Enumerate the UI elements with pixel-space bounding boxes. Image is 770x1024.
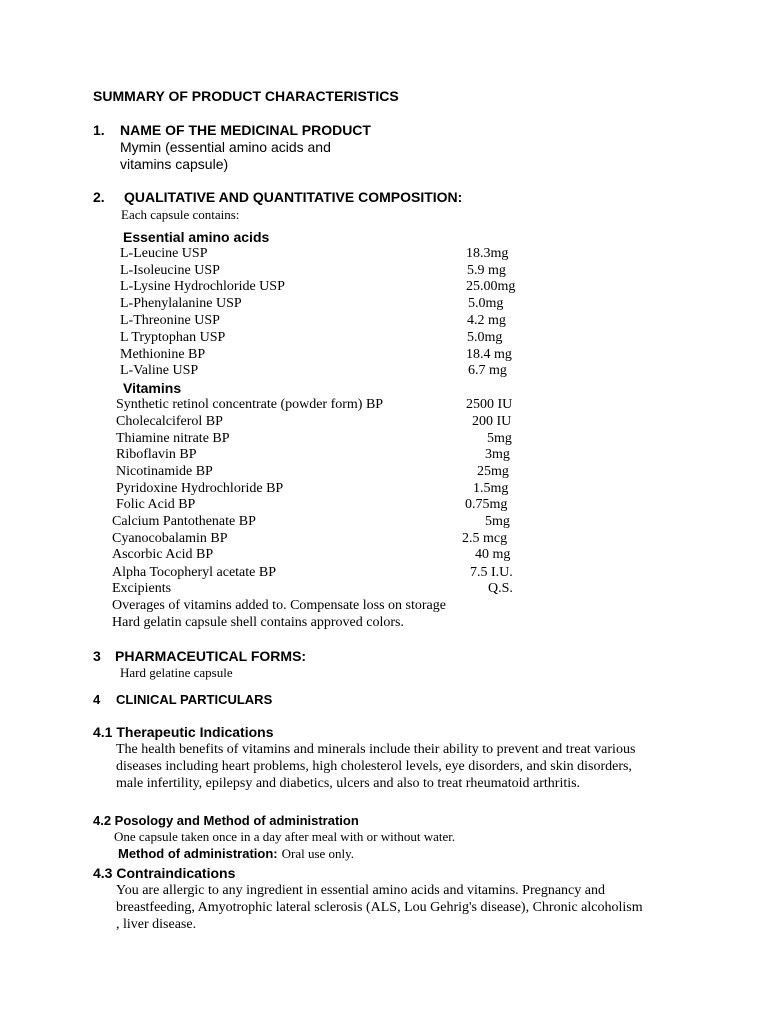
method-value: Oral use only.	[281, 846, 355, 861]
ingredient-name: L-Leucine USP	[120, 246, 208, 261]
page-title: SUMMARY OF PRODUCT CHARACTERISTICS	[93, 88, 399, 104]
ingredient-name: L-Threonine USP	[120, 313, 220, 328]
ingredient-name: Alpha Tocopheryl acetate BP	[112, 565, 276, 580]
ingredient-name: L-Valine USP	[120, 363, 199, 378]
ingredient-amount: 5.0mg	[468, 296, 504, 311]
vitamins-heading: Vitamins	[123, 380, 182, 396]
amino-acids-heading: Essential amino acids	[123, 229, 270, 245]
ingredient-name: Synthetic retinol concentrate (powder form) BP	[116, 397, 384, 412]
ingredient-name: Ascorbic Acid BP	[112, 547, 214, 562]
ingredient-amount: 5.0mg	[467, 330, 503, 345]
ingredient-amount: 1.5mg	[473, 481, 509, 496]
ingredient-name: Nicotinamide BP	[116, 464, 213, 479]
ingredient-amount: 5mg	[487, 431, 512, 446]
section-4-number: 4	[93, 692, 101, 707]
method-label: Method of administration:	[118, 846, 278, 861]
product-name-line-2: vitamins capsule)	[120, 156, 229, 172]
section-4-2-heading: 4.2 Posology and Method of administration	[93, 813, 359, 828]
ingredient-amount: 6.7 mg	[468, 363, 507, 378]
ingredient-amount: 18.3mg	[466, 246, 509, 261]
ingredient-name: Cyanocobalamin BP	[112, 531, 228, 546]
overages-note: Overages of vitamins added to. Compensate loss on storage	[112, 598, 446, 613]
pharmaceutical-form-text: Hard gelatine capsule	[120, 665, 233, 680]
section-4-heading: CLINICAL PARTICULARS	[116, 692, 273, 707]
ingredient-name: L-Isoleucine USP	[120, 263, 220, 278]
section-1-heading: NAME OF THE MEDICINAL PRODUCT	[120, 122, 371, 138]
ingredient-amount: 7.5 I.U.	[470, 565, 513, 580]
ingredient-amount: 3mg	[485, 447, 510, 462]
ingredient-amount: 4.2 mg	[467, 313, 506, 328]
section-2-number: 2.	[93, 189, 105, 205]
ingredient-name: Methionine BP	[120, 347, 206, 362]
ingredient-amount: 40 mg	[475, 547, 511, 562]
ingredient-name: Riboflavin BP	[116, 447, 197, 462]
ingredient-name: Thiamine nitrate BP	[116, 431, 230, 446]
section-2-heading: QUALITATIVE AND QUANTITATIVE COMPOSITION:	[124, 189, 463, 205]
ingredient-name: Cholecalciferol BP	[116, 414, 223, 429]
product-name-line-1: Mymin (essential amino acids and	[120, 139, 331, 155]
ingredient-name: Excipients	[112, 581, 172, 596]
ingredient-name: L Tryptophan USP	[120, 330, 226, 345]
contraindications-text: You are allergic to any ingredient in essential amino acids and vitamins. Pregnancy and breastfeeding, Amyotrophic lateral sclerosis (ALS, Lou Gehrig's disease), Chronic alcoholism , liver disease.	[116, 883, 643, 932]
ingredient-amount: 5mg	[485, 514, 510, 529]
section-3-heading: PHARMACEUTICAL FORMS:	[115, 648, 307, 664]
posology-text: One capsule taken once in a day after meal with or without water.	[114, 829, 456, 844]
ingredient-name: Folic Acid BP	[116, 497, 196, 512]
ingredient-name: L-Lysine Hydrochloride USP	[120, 279, 285, 294]
ingredient-amount: 25.00mg	[466, 279, 516, 294]
ingredient-amount: 2500 IU	[466, 397, 513, 412]
ingredient-name: Pyridoxine Hydrochloride BP	[116, 481, 284, 496]
ingredient-amount: 25mg	[477, 464, 509, 479]
ingredient-name: Calcium Pantothenate BP	[112, 514, 256, 529]
ingredient-amount: 0.75mg	[465, 497, 508, 512]
ingredient-amount: 200 IU	[472, 414, 512, 429]
section-4-3-heading: 4.3 Contraindications	[93, 865, 236, 881]
ingredient-amount: 5.9 mg	[467, 263, 506, 278]
section-4-1-heading: 4.1 Therapeutic Indications	[93, 724, 274, 740]
composition-intro: Each capsule contains:	[121, 207, 240, 222]
therapeutic-indications-text: The health benefits of vitamins and minerals include their ability to prevent and treat various diseases including heart problems, high cholesterol levels, eye disorders, and skin disorders, male infertility, epilepsy and diabetics, ulcers and also to treat rheumatoid arthritis.	[116, 742, 636, 791]
ingredient-name: L-Phenylalanine USP	[120, 296, 242, 311]
ingredient-amount: 18.4 mg	[466, 347, 512, 362]
ingredient-amount: 2.5 mcg	[462, 531, 508, 546]
method-of-administration	[118, 845, 354, 863]
ingredient-amount: Q.S.	[488, 581, 513, 596]
capsule-shell-note: Hard gelatin capsule shell contains approved colors.	[112, 615, 404, 630]
section-3-number: 3	[93, 648, 101, 664]
section-1-number: 1.	[93, 122, 105, 138]
